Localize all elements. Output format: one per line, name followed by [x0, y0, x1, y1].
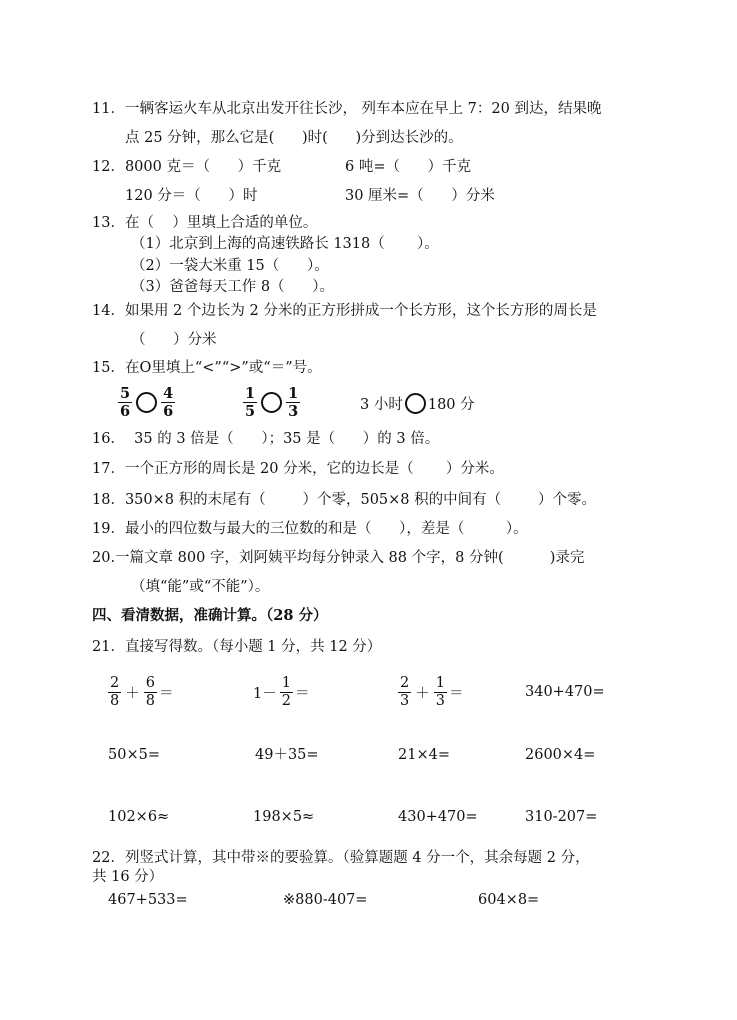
q21-expr: 198×5≈ [253, 809, 315, 825]
q21-expr-1: $\frac{2}{8}$ ＋ $\frac{6}{8}$ ＝ [110, 674, 174, 709]
fraction: $\frac{1}{2}$ [281, 674, 291, 709]
q21-title: 21．直接写得数。（每小题 1 分，共 12 分） [92, 639, 382, 655]
q21-expr: 21×4= [398, 747, 450, 763]
fraction: $\frac{2}{8}$ [110, 674, 120, 709]
q15-compare-3 [360, 390, 475, 416]
q15-compare-1 [118, 382, 175, 422]
q13-item: （1）北京到上海的高速铁路长 1318（ ）。 [131, 236, 439, 252]
q21-expr-3: $\frac{2}{3}$ ＋ $\frac{1}{3}$ ＝ [400, 674, 464, 709]
q22-item: 467+533= [108, 892, 188, 908]
q21-expr: 102×6≈ [108, 809, 170, 825]
q12-item-a: 12．8000 克＝（ ）千克 [92, 159, 282, 175]
q13-item: （2）一袋大米重 15（ ）。 [131, 258, 329, 274]
q22-item: 604×8= [478, 892, 540, 908]
q15-compare-2 [243, 382, 300, 422]
compare-circle[interactable] [261, 392, 282, 413]
fraction: $\frac{2}{3}$ [400, 674, 410, 709]
q13-title: 13．在（ ）里填上合适的单位。 [92, 215, 318, 231]
q12-item-b: 6 吨=（ ）千克 [345, 159, 472, 175]
q21-expr: 49＋35= [255, 747, 319, 763]
q20-line1: 20.一篇文章 800 字，刘阿姨平均每分钟录入 88 个字，8 分钟( )录完 [92, 550, 585, 566]
fraction: $\frac{5}{6}$ [120, 384, 131, 420]
q12-item-c: 120 分＝（ ）时 [125, 188, 258, 204]
compare-right: 180 分 [427, 396, 475, 413]
q16: 16． 35 的 3 倍是（ ）；35 是（ ）的 3 倍。 [92, 431, 440, 447]
q19: 19．最小的四位数与最大的三位数的和是（ ），差是（ ）。 [92, 521, 528, 537]
q13-item: （3）爸爸每天工作 8（ ）。 [131, 279, 334, 295]
q14-line1: 14．如果用 2 个边长为 2 分米的正方形拼成一个长方形，这个长方形的周长是 [92, 303, 597, 319]
q11-line2: 点 25 分钟，那么它是( )时( )分到达长沙的。 [125, 130, 463, 146]
section-heading: 四、看清数据，准确计算。（28 分） [92, 607, 328, 624]
q22-item: ※880-407= [283, 892, 368, 908]
q14-line2: （ ）分米 [131, 332, 217, 348]
q21-expr: 310-207= [525, 809, 598, 825]
q12-item-d: 30 厘米=（ ）分米 [345, 188, 495, 204]
compare-left: 3 小时 [360, 396, 403, 413]
q21-expr: 2600×4= [525, 747, 596, 763]
compare-circle[interactable] [136, 392, 157, 413]
compare-circle[interactable] [405, 393, 426, 414]
fraction: $\frac{6}{8}$ [145, 674, 155, 709]
q21-expr-2: 1－ $\frac{1}{2}$ ＝ [253, 674, 310, 709]
fraction: $\frac{1}{3}$ [288, 384, 299, 420]
q11-line1: 11．一辆客运火车从北京出发开往长沙， 列车本应在早上 7：20 到达，结果晚 [92, 101, 602, 117]
q21-expr: 430+470= [398, 809, 478, 825]
q22-line1: 22．列竖式计算，其中带※的要验算。（验算题题 4 分一个，其余每题 2 分， [92, 850, 590, 866]
q17: 17．一个正方形的周长是 20 分米，它的边长是（ ）分米。 [92, 461, 504, 477]
q22-line2: 共 16 分） [92, 869, 164, 885]
q21-expr: 50×5= [108, 747, 160, 763]
q20-line2: （填“能”或“不能”）。 [131, 579, 270, 595]
fraction: $\frac{1}{3}$ [435, 674, 445, 709]
q18: 18．350×8 积的末尾有（ ）个零，505×8 积的中间有（ ）个零。 [92, 492, 597, 508]
fraction: $\frac{1}{5}$ [245, 384, 256, 420]
fraction: $\frac{4}{6}$ [163, 384, 174, 420]
q15-title: 15．在O里填上“<”“>”或“＝”号。 [92, 360, 322, 376]
q21-expr-4: 340+470= [525, 684, 605, 700]
